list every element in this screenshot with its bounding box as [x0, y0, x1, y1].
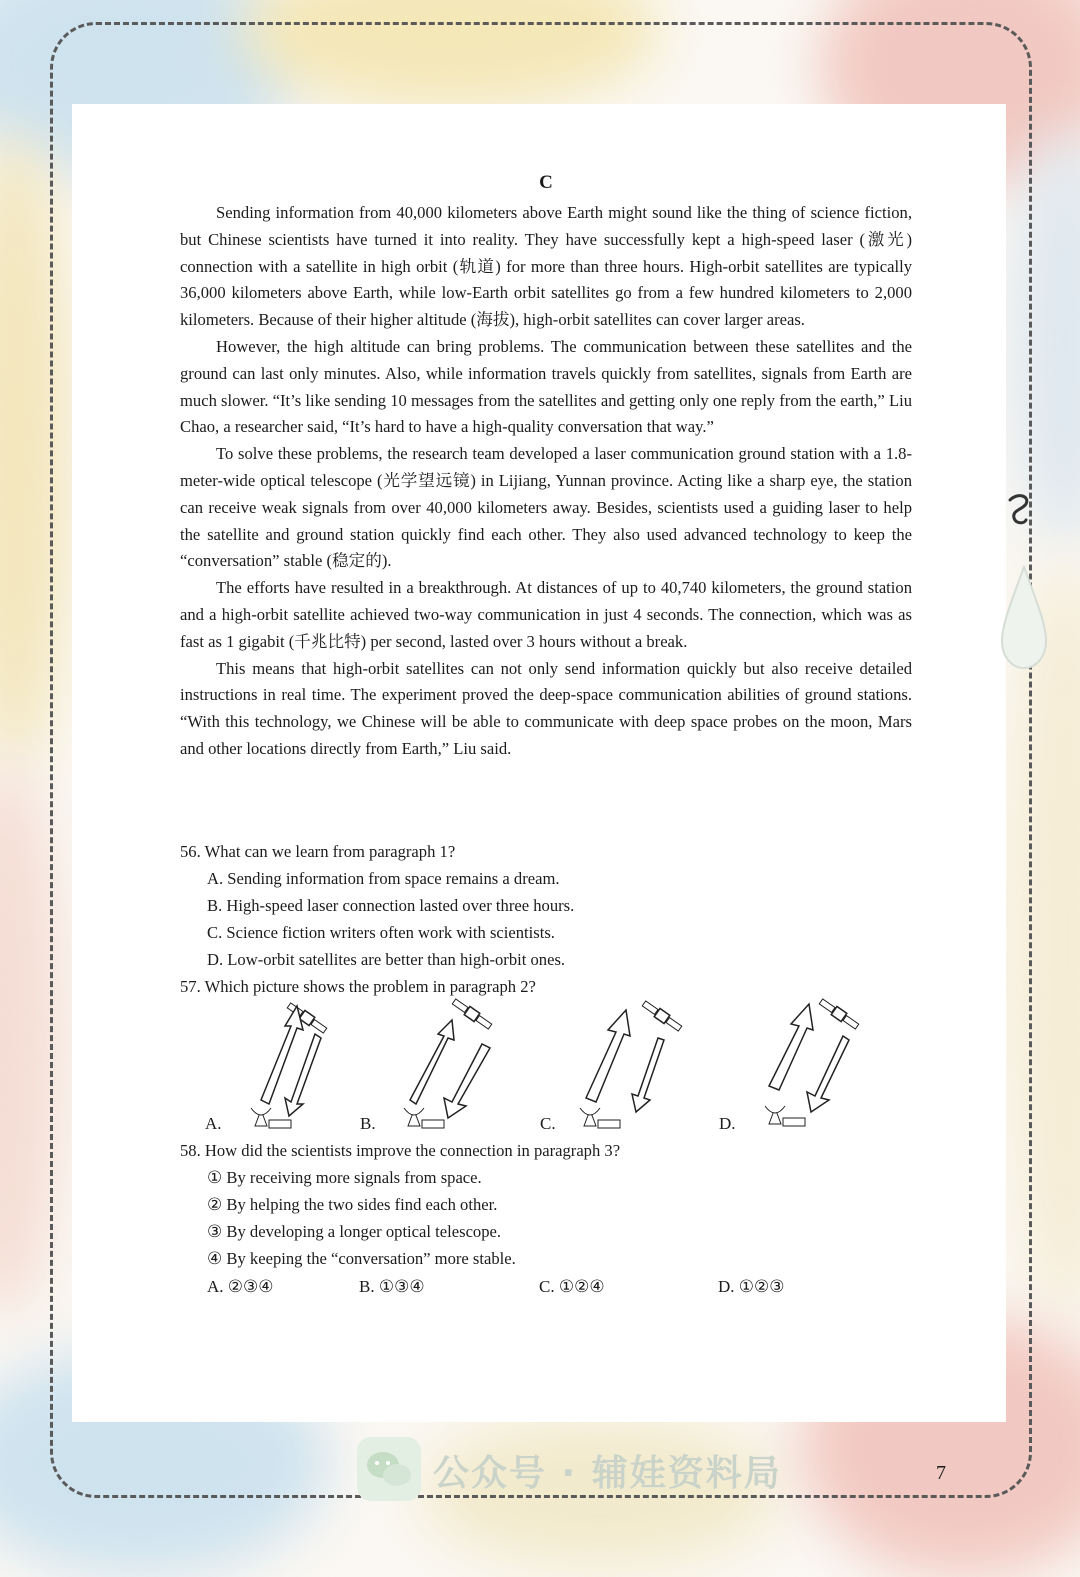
question-58-answer-d: [718, 1274, 785, 1300]
item-number: ③: [207, 1222, 223, 1242]
satellite-diagram-d-icon: [745, 998, 875, 1134]
swirl-decoration-icon: [1004, 490, 1034, 530]
question-56-option-a: A. Sending information from space remains a dream.: [207, 869, 560, 888]
paragraph-2: However, the high altitude can bring problems. The communication between these satellites and the ground can last only minutes. Also, while information travels quickly from satellites, signals from Earth are much slower. “It’s like sending 10 messages from the satellites and getting only one reply from the earth,” Liu Chao, a researcher said, “It’s hard to have a high-quality conversation that way.”: [180, 336, 912, 437]
answer-letter: C.: [539, 1277, 555, 1296]
question-58-item-2: [207, 1191, 497, 1219]
reading-passage: [180, 172, 912, 763]
wechat-watermark: [357, 1437, 782, 1505]
satellite-diagram-a-icon: [231, 998, 361, 1134]
question-58-answer-c: [539, 1274, 605, 1300]
item-text: By receiving more signals from space.: [226, 1168, 482, 1187]
question-57-stem: 57. Which picture shows the problem in paragraph 2?: [180, 977, 536, 996]
answer-choice: ②③④: [227, 1277, 274, 1297]
question-58-stem: 58. How did the scientists improve the connection in paragraph 3?: [180, 1141, 621, 1160]
item-text: By keeping the “conversation” more stable.: [226, 1249, 516, 1268]
answer-letter: D.: [718, 1277, 735, 1296]
item-number: ①: [207, 1168, 223, 1188]
satellite-diagram-b-icon: [386, 998, 516, 1134]
item-number: ②: [207, 1195, 223, 1215]
picture-label-a: A.: [205, 1114, 222, 1133]
satellite-diagram-c-icon: [566, 998, 696, 1134]
question-56-option-c: C. Science fiction writers often work with scientists.: [207, 923, 555, 942]
answer-letter: A.: [207, 1277, 224, 1296]
picture-label-b: B.: [360, 1114, 376, 1133]
picture-option-c: [540, 998, 700, 1134]
question-58-item-4: [207, 1245, 516, 1273]
droplet-decoration-icon: [1000, 565, 1048, 670]
wechat-logo-icon: [357, 1437, 421, 1501]
picture-option-b: [360, 998, 520, 1134]
answer-letter: B.: [359, 1277, 375, 1296]
question-56-stem: 56. What can we learn from paragraph 1?: [180, 842, 456, 861]
answer-choice: ①③④: [378, 1277, 425, 1297]
question-57-pictures: [205, 998, 845, 1134]
picture-label-c: C.: [540, 1114, 556, 1133]
answer-choice: ①②③: [738, 1277, 785, 1297]
question-56-option-b: B. High-speed laser connection lasted over three hours.: [207, 896, 575, 915]
answer-choice: ①②④: [558, 1277, 605, 1297]
item-number: ④: [207, 1249, 223, 1269]
paragraph-1: Sending information from 40,000 kilometers above Earth might sound like the thing of science fiction, but Chinese scientists have turned it into reality. They have successfully kept a high-speed laser (激光) connection with a satellite in high orbit (轨道) for more than three hours. High-orbit satellites are typically 36,000 kilometers above Earth, while low-Earth orbit satellites go from a few hundred kilometers to 2,000 kilometers. Because of their higher altitude (海拔), high-orbit satellites can cover larger areas.: [180, 203, 912, 330]
page-number: 7: [936, 1462, 946, 1484]
item-text: By helping the two sides find each other.: [226, 1195, 498, 1214]
section-title: C: [539, 172, 553, 193]
question-58-answer-a: [207, 1274, 274, 1300]
picture-option-d: [719, 998, 879, 1134]
watermark-text: 公众号 · 辅娃资料局: [433, 1453, 782, 1494]
question-58-answer-b: [359, 1274, 425, 1300]
item-text: By developing a longer optical telescope.: [226, 1222, 502, 1241]
picture-option-a: [205, 998, 365, 1134]
paragraph-3: To solve these problems, the research team developed a laser communication ground station with a 1.8-meter-wide optical telescope (光学望远镜) in Lijiang, Yunnan province. Acting like a sharp eye, the station can receive weak signals from over 40,000 kilometers away. Besides, scientists used a guiding laser to help the satellite and ground station quickly find each other. They also used advanced technology to keep the “conversation” stable (稳定的).: [180, 444, 912, 571]
question-58-item-3: [207, 1218, 501, 1246]
paragraph-4: The efforts have resulted in a breakthrough. At distances of up to 40,740 kilometers, the ground station and a high-orbit satellite achieved two-way communication in just 4 seconds. The connection, which was as fast as 1 gigabit (千兆比特) per second, lasted over 3 hours without a break.: [180, 578, 912, 651]
question-58-item-1: [207, 1164, 482, 1192]
picture-label-d: D.: [719, 1114, 736, 1133]
question-56-option-d: D. Low-orbit satellites are better than high-orbit ones.: [207, 950, 566, 969]
paragraph-5: This means that high-orbit satellites can not only send information quickly but also receive detailed instructions in real time. The experiment proved the deep-space communication abilities of ground stations. “With this technology, we Chinese will be able to communicate with deep space probes on the moon, Mars and other locations directly from Earth,” Liu said.: [180, 658, 912, 758]
